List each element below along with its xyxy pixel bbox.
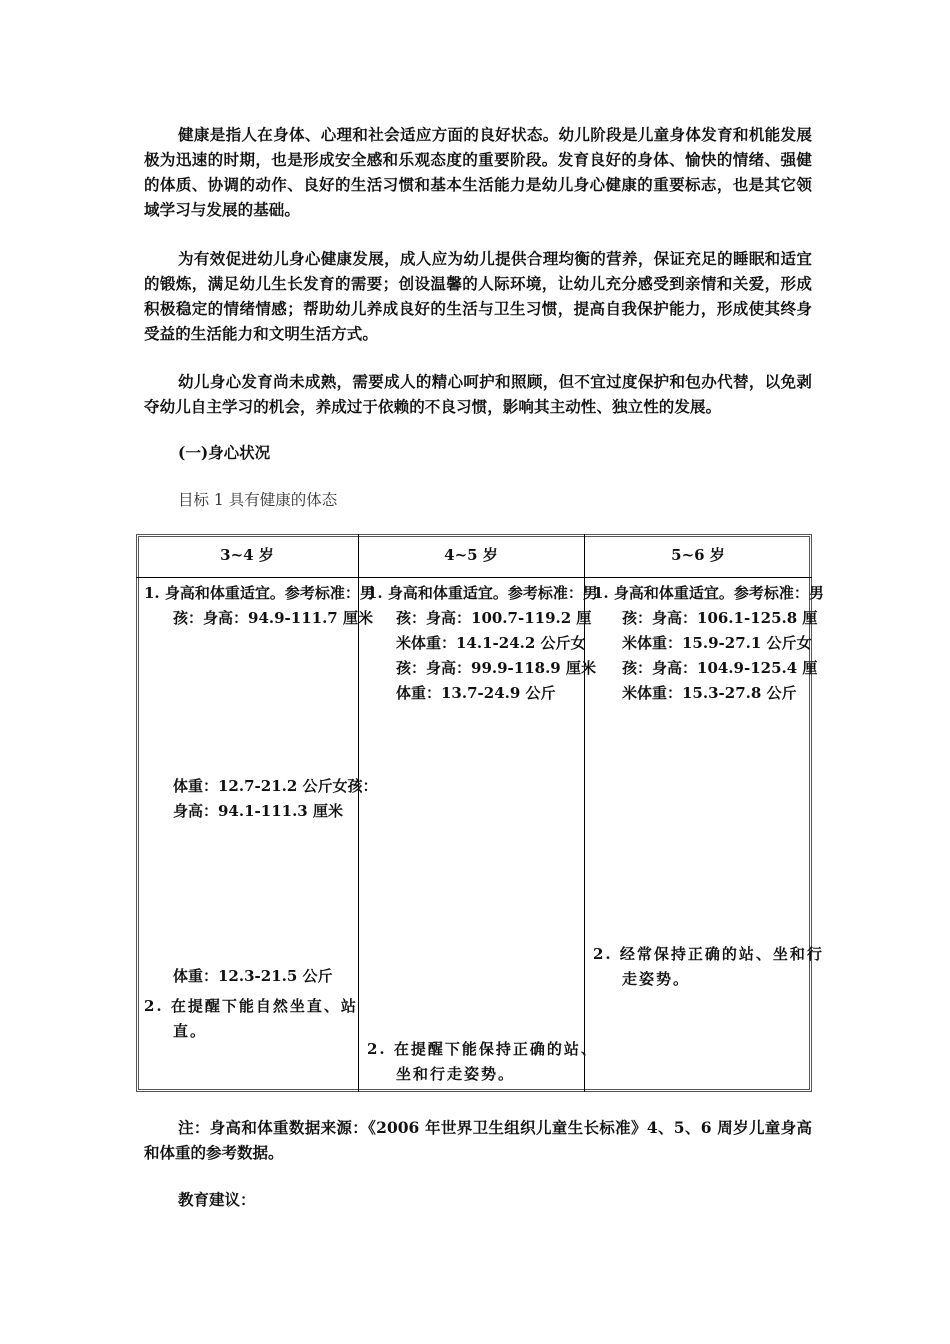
header-age-5-6: 5~6 岁 (671, 546, 725, 564)
col1-item1-girl-weight: 体重：12.3-21.5 公斤 (173, 967, 333, 985)
col3-item2-text: 2. 经常保持正确的站、坐和行走姿势。 (593, 945, 824, 988)
col2-item2-text: 2. 在提醒下能保持正确的站、坐和行走姿势。 (367, 1040, 598, 1083)
header-age-3-4: 3~4 岁 (220, 546, 274, 564)
goal-table (136, 534, 824, 1092)
intro-paragraph-2: 为有效促进幼儿身心健康发展，成人应为幼儿提供合理均衡的营养，保证充足的睡眠和适宜的锻炼，满足幼儿生长发育的需要；创设温馨的人际环境，让幼儿充分感受到亲情和关爱，形成积极稳定的情绪情感；帮助幼儿养成良好的生活与卫生习惯，提高自我保护能力，形成使其终身受益的生活能力和文明生活方式。 (144, 249, 812, 343)
intro-paragraph-1: 健康是指人在身体、心理和社会适应方面的良好状态。幼儿阶段是儿童身体发育和机能发展极为迅速的时期，也是形成安全感和乐观态度的重要阶段。发育良好的身体、愉快的情绪、强健的体质、协调的动作、良好的生活习惯和基本生活能力是幼儿身心健康的重要标志，也是其它领域学习与发展的基础。 (144, 125, 812, 219)
target-title: 目标 1 具有健康的体态 (178, 491, 338, 509)
col1-item1-text: 1. 身高和体重适宜。参考标准：男孩：身高：94.9-111.7 厘米 (144, 584, 375, 627)
data-source-note: 注：身高和体重数据来源：《2006 年世界卫生组织儿童生长标准》4、5、6 周岁儿童身高和体重的参考数据。 (144, 1118, 812, 1162)
col1-item1-weight-girl: 体重：12.7-21.2 公斤女孩：身高：94.1-111.3 厘米 (173, 777, 378, 820)
col3-item1-text: 1. 身高和体重适宜。参考标准：男孩：身高：106.1-125.8 厘米体重：15.9-27.1 公斤女孩：身高：104.9-125.4 厘米体重：15.3-27.8 公斤 (593, 584, 824, 702)
col1-item2-text: 2. 在提醒下能自然坐直、站直。 (144, 997, 358, 1040)
intro-paragraph-3: 幼儿身心发育尚未成熟，需要成人的精心呵护和照顾，但不宜过度保护和包办代替，以免剥夺幼儿自主学习的机会，养成过于依赖的不良习惯，影响其主动性、独立性的发展。 (144, 372, 812, 416)
section-heading: (一)身心状况 (178, 443, 271, 462)
education-heading: 教育建议： (178, 1190, 256, 1209)
col2-item1-text: 1. 身高和体重适宜。参考标准：男孩：身高：100.7-119.2 厘米体重：14.1-24.2 公斤女孩：身高：99.9-118.9 厘米体重：13.7-24.9 公斤 (367, 584, 598, 702)
header-divider (136, 577, 812, 578)
header-age-4-5: 4~5 岁 (444, 546, 498, 564)
